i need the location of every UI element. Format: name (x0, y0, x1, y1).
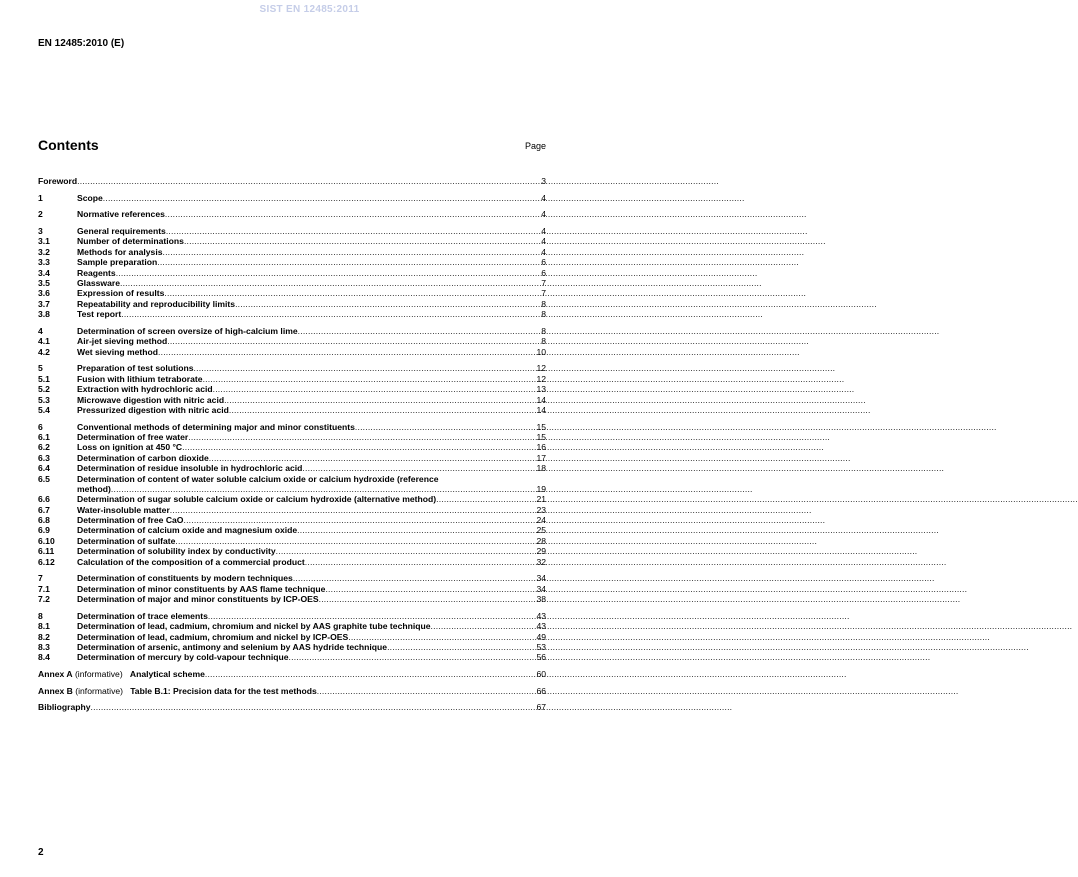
toc-number: 2 (38, 209, 43, 220)
toc-page: 6 (541, 257, 546, 268)
dot-leader (293, 573, 536, 583)
toc-page: 43 (536, 610, 546, 621)
toc-entry-6[interactable] (38, 422, 546, 432)
toc-number: 5 (38, 363, 43, 374)
toc-entry-1[interactable] (38, 193, 546, 203)
toc-entry-6-5-line1[interactable] (38, 474, 546, 484)
toc-number: 4.1 (38, 336, 50, 347)
toc-title: Determination of carbon dioxide (77, 452, 209, 463)
toc-page: 4 (541, 236, 546, 247)
toc-title: Determination of free water (77, 431, 189, 442)
toc-entry-3[interactable] (38, 226, 546, 236)
toc-page: 4 (541, 226, 546, 237)
annex-kind: (informative) (75, 685, 124, 696)
toc-title: Wet sieving method (77, 346, 159, 357)
dot-leader (165, 209, 540, 219)
toc-entry-4[interactable] (38, 326, 546, 336)
toc-entry-2[interactable] (38, 209, 546, 219)
dot-leader (175, 536, 535, 546)
toc-title: Loss on ignition at 450 °C (77, 442, 183, 453)
toc-page: 10 (536, 346, 546, 357)
document-id: EN 12485:2010 (E) (38, 38, 125, 49)
toc-page: 8 (541, 298, 546, 309)
toc-entry-3-1[interactable] (38, 236, 546, 246)
toc-page: 28 (536, 535, 546, 546)
toc-page: 16 (536, 442, 546, 453)
toc-title: Pressurized digestion with nitric acid (77, 404, 229, 415)
toc-page: 34 (536, 583, 546, 594)
dot-leader (298, 326, 541, 336)
toc-title: Determination of arsenic, antimony and selenium by AAS hydride technique (77, 641, 388, 652)
toc-number: 6.1 (38, 431, 50, 442)
dot-leader (235, 299, 540, 309)
toc-number: 6.11 (38, 546, 55, 557)
toc-entry-6-4[interactable] (38, 463, 546, 473)
toc-title: Number of determinations (77, 236, 184, 247)
toc-number: 5.1 (38, 373, 50, 384)
toc-title: Water-insoluble matter (77, 504, 170, 515)
annex-kind: (informative) (74, 669, 123, 680)
toc-page: 67 (536, 702, 546, 713)
toc-entry-7-2[interactable] (38, 594, 546, 604)
toc-page: 34 (536, 573, 546, 584)
toc-title: method) (77, 483, 111, 494)
toc-number: 1 (38, 192, 43, 203)
contents-heading: Contents (38, 137, 99, 153)
toc-page: 21 (536, 494, 546, 505)
toc-entry-6-5-line2[interactable] (38, 484, 546, 494)
dot-leader (182, 442, 535, 452)
toc-number: 7.1 (38, 583, 50, 594)
toc-page: 12 (536, 363, 546, 374)
dot-leader (317, 686, 536, 696)
toc-title: Methods for analysis (77, 246, 163, 257)
toc-entry-foreword[interactable] (38, 176, 546, 186)
dot-leader (188, 432, 535, 442)
dot-leader (111, 484, 536, 494)
toc-number: 3.3 (38, 257, 50, 268)
dot-leader (431, 621, 536, 631)
toc-page: 32 (536, 556, 546, 567)
toc-title: Determination of lead, cadmium, chromium and nickel by ICP-OES (77, 631, 349, 642)
toc-entry-3-2[interactable] (38, 247, 546, 257)
toc-entry-3-8[interactable] (38, 309, 546, 319)
toc-number: 5.3 (38, 394, 50, 405)
toc-number: 6.10 (38, 535, 55, 546)
toc-number: 3.7 (38, 298, 50, 309)
annex-label: Annex A (38, 669, 73, 680)
toc-number: 3.4 (38, 267, 50, 278)
toc-number: 5.2 (38, 384, 50, 395)
toc-title: Preparation of test solutions (77, 363, 194, 374)
toc-page: 8 (541, 336, 546, 347)
toc-number: 6.9 (38, 525, 50, 536)
toc-title: Determination of screen oversize of high-calcium lime (77, 325, 298, 336)
toc-page: 3 (541, 175, 546, 186)
toc-title: Determination of minor constituents by AAS flame technique (77, 583, 326, 594)
toc-number: 8 (38, 610, 43, 621)
toc-title: Determination of content of water soluble calcium oxide or calcium hydroxide (reference (77, 473, 439, 484)
toc-entry-6-11[interactable] (38, 546, 546, 556)
dot-leader (289, 652, 536, 662)
toc-number: 6 (38, 421, 43, 432)
dot-leader (224, 395, 535, 405)
toc-entry-6-12[interactable] (38, 557, 546, 567)
toc-page: 29 (536, 546, 546, 557)
toc-page: 19 (536, 483, 546, 494)
toc-page: 4 (541, 209, 546, 220)
dot-leader (158, 347, 535, 357)
toc-page: 18 (536, 463, 546, 474)
toc-page: 25 (536, 525, 546, 536)
dot-leader (184, 236, 540, 246)
dot-leader (170, 505, 536, 515)
toc-entry-3-4[interactable] (38, 268, 546, 278)
dot-leader (305, 557, 536, 567)
toc-page: 13 (536, 384, 546, 395)
dot-leader (162, 247, 540, 257)
toc-page: 14 (536, 394, 546, 405)
toc-page: 7 (541, 278, 546, 288)
dot-leader (229, 405, 536, 415)
toc-number: 4.2 (38, 346, 50, 357)
dot-leader (387, 642, 535, 652)
dot-leader (164, 288, 540, 298)
toc-title: Table B.1: Precision data for the test methods (130, 685, 317, 696)
toc-title: Extraction with hydrochloric acid (77, 384, 213, 395)
toc-entry-6-7[interactable] (38, 505, 546, 515)
toc-title: Expression of results (77, 288, 165, 299)
dot-leader (203, 374, 536, 384)
dot-leader (116, 268, 541, 278)
toc-title: Determination of sulfate (77, 535, 176, 546)
toc-entry-7-1[interactable] (38, 584, 546, 594)
toc-title: Air-jet sieving method (77, 336, 168, 347)
dot-leader (157, 257, 540, 267)
toc-entry-3-7[interactable] (38, 299, 546, 309)
dot-leader (103, 193, 540, 203)
toc-title: Determination of constituents by modern techniques (77, 573, 293, 584)
dot-leader (205, 669, 536, 679)
toc-entry-8-1[interactable] (38, 621, 546, 631)
dot-leader (297, 525, 535, 535)
dot-leader (184, 515, 536, 525)
toc-page: 14 (536, 404, 546, 415)
toc-number: 6.2 (38, 442, 50, 453)
dot-leader (120, 278, 540, 288)
toc-title: Test report (77, 309, 122, 320)
toc-entry-6-3[interactable] (38, 453, 546, 463)
toc-number: 7.2 (38, 594, 50, 605)
toc-title: Reagents (77, 267, 116, 278)
dot-leader (213, 384, 536, 394)
toc-entry-5-2[interactable] (38, 384, 546, 394)
toc-title: Repeatability and reproducibility limits (77, 298, 236, 309)
toc-page: 15 (536, 431, 546, 442)
toc-entry-6-6[interactable] (38, 494, 546, 504)
toc-title: Scope (77, 192, 103, 203)
toc-number: 6.6 (38, 494, 50, 505)
toc-title: Foreword (38, 175, 78, 186)
toc-page: 6 (541, 267, 546, 278)
toc-entry-6-2[interactable] (38, 442, 546, 452)
toc-title: Analytical scheme (129, 669, 205, 680)
toc-entry-3-6[interactable] (38, 288, 546, 298)
dot-leader (194, 363, 536, 373)
toc-entry-8[interactable] (38, 611, 546, 621)
page-number: 2 (38, 847, 44, 858)
toc-number: 3.2 (38, 246, 50, 257)
toc-title: Microwave digestion with nitric acid (77, 394, 225, 405)
toc-title: Determination of mercury by cold-vapour technique (77, 652, 289, 663)
toc-title: Determination of calcium oxide and magnesium oxide (77, 525, 298, 536)
toc-title: Determination of lead, cadmium, chromium and nickel by AAS graphite tube technique (77, 621, 431, 632)
watermark: SIST EN 12485:2011 (259, 4, 360, 15)
toc-page: 24 (536, 515, 546, 526)
dot-leader (325, 584, 535, 594)
dot-leader (302, 463, 535, 473)
toc-entry-6-8[interactable] (38, 515, 546, 525)
toc-page: 8 (541, 325, 546, 336)
dot-leader (167, 336, 540, 346)
toc-page: 43 (536, 621, 546, 632)
toc-page: 15 (536, 421, 546, 432)
toc-number: 6.7 (38, 504, 50, 515)
toc-page: 38 (536, 594, 546, 605)
toc-entry-5[interactable] (38, 363, 546, 373)
toc-title: Determination of trace elements (77, 610, 208, 621)
toc-number: 6.5 (38, 473, 50, 484)
toc-number: 3.1 (38, 236, 50, 247)
toc-entry-8-3[interactable] (38, 642, 546, 652)
toc-number: 8.1 (38, 621, 50, 632)
toc-entry-4-2[interactable] (38, 347, 546, 357)
toc-page: 60 (536, 669, 546, 680)
toc-entry-6-9[interactable] (38, 526, 546, 536)
toc-number: 8.4 (38, 652, 50, 663)
dot-leader (208, 611, 536, 621)
toc-title: Normative references (77, 209, 165, 220)
dot-leader (348, 632, 535, 642)
toc-title: General requirements (77, 226, 166, 237)
dot-leader (276, 546, 536, 556)
dot-leader (91, 702, 536, 712)
toc-title: Determination of sugar soluble calcium oxide or calcium hydroxide (alternative method) (77, 494, 437, 505)
toc-page: 49 (536, 631, 546, 642)
toc-page: 7 (541, 288, 546, 299)
toc-number: 6.4 (38, 463, 50, 474)
toc-number: 4 (38, 325, 43, 336)
dot-leader (121, 309, 540, 319)
dot-leader (166, 226, 540, 236)
toc-page: 4 (541, 246, 546, 257)
toc-page: 23 (536, 504, 546, 515)
toc-entry-8-2[interactable] (38, 632, 546, 642)
toc-number: 7 (38, 573, 43, 584)
toc-entry-3-5[interactable] (38, 278, 546, 288)
toc-number: 3.5 (38, 278, 50, 288)
toc-entry-6-10[interactable] (38, 536, 546, 546)
toc-entry-5-3[interactable] (38, 395, 546, 405)
table-of-contents (38, 176, 546, 713)
toc-number: 8.3 (38, 641, 50, 652)
toc-title: Determination of residue insoluble in hydrochloric acid (77, 463, 303, 474)
page-column-label: Page (524, 141, 546, 151)
toc-number: 6.8 (38, 515, 50, 526)
toc-entry-7[interactable] (38, 573, 546, 583)
toc-title: Calculation of the composition of a commercial product (77, 556, 305, 567)
toc-number: 3.8 (38, 309, 50, 320)
toc-title: Determination of major and minor constituents by ICP-OES (77, 594, 319, 605)
dot-leader (77, 176, 540, 186)
dot-leader (209, 453, 536, 463)
toc-title: Conventional methods of determining major and minor constituents (77, 421, 355, 432)
toc-entry-8-4[interactable] (38, 652, 546, 662)
toc-number: 6.12 (38, 556, 55, 567)
toc-number: 3.6 (38, 288, 50, 299)
toc-entry-3-3[interactable] (38, 257, 546, 267)
toc-page: 53 (536, 641, 546, 652)
toc-title: Bibliography (38, 702, 91, 713)
toc-entry-annex-b[interactable] (38, 686, 546, 696)
toc-entry-5-1[interactable] (38, 374, 546, 384)
dot-leader (319, 594, 536, 604)
toc-title: Determination of solubility index by conductivity (77, 546, 276, 557)
toc-title: Determination of free CaO (77, 515, 184, 526)
toc-title: Sample preparation (77, 257, 158, 268)
toc-page: 17 (536, 452, 546, 463)
toc-entry-6-1[interactable] (38, 432, 546, 442)
toc-entry-annex-a[interactable] (38, 669, 546, 679)
toc-page: 4 (541, 192, 546, 203)
toc-title: Fusion with lithium tetraborate (77, 373, 203, 384)
toc-number: 3 (38, 226, 43, 237)
toc-page: 8 (541, 309, 546, 320)
toc-page: 66 (536, 685, 546, 696)
toc-title: Glassware (77, 278, 120, 288)
toc-entry-4-1[interactable] (38, 336, 546, 346)
dot-leader (436, 494, 535, 504)
toc-page: 12 (536, 373, 546, 384)
toc-entry-bibliography[interactable] (38, 702, 546, 712)
toc-number: 5.4 (38, 404, 50, 415)
annex-label: Annex B (38, 685, 73, 696)
dot-leader (355, 422, 536, 432)
toc-page: 56 (536, 652, 546, 663)
toc-number: 6.3 (38, 452, 50, 463)
toc-number: 8.2 (38, 631, 50, 642)
toc-entry-5-4[interactable] (38, 405, 546, 415)
